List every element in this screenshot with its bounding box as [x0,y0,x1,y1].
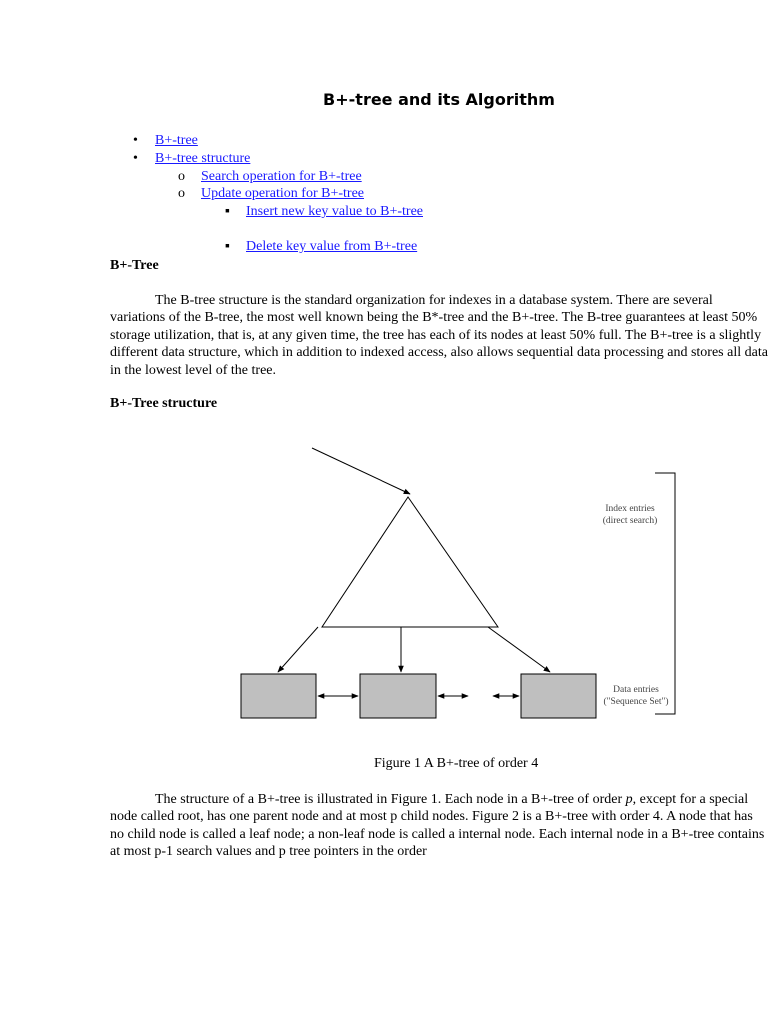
leaf-node [521,674,596,718]
leaf-node [360,674,436,718]
toc-link-update-operation[interactable]: Update operation for B+-tree [201,186,364,201]
index-entries-sublabel: (direct search) [602,516,658,526]
toc-link-insert-key[interactable]: Insert new key value to B+-tree [246,204,423,219]
disc-bullet: • [133,151,138,166]
root-pointer-arrow [312,448,410,494]
section-heading-structure: B+-Tree structure [110,396,218,411]
section-paragraph-structure [110,791,768,861]
figure-caption: Figure 1 A B+-tree of order 4 [374,756,539,771]
leaf-pointer-arrow [278,627,318,672]
section-paragraph-intro: The B-tree structure is the standard organization for indexes in a database system. There are several variations of the B-tree, the most well known being the B*-tree and the B+-tree. The B-tree guarantees at least 50% storage utilization, that is, at any given time, the tree has each of its nodes at least 50% full. The B+-tree is a slightly different data structure, which in addition to indexed access, also allows sequential data processing and stores all data in the lowest level of the tree. [110,293,768,378]
toc-link-delete-key[interactable]: Delete key value from B+-tree [246,239,418,254]
index-entries-label: Index entries [605,504,655,514]
page-title: B+-tree and its Algorithm [323,90,555,109]
toc-link-bplus-tree[interactable]: B+-tree [155,133,198,148]
disc-bullet: • [133,133,138,148]
data-entries-label: Data entries [613,685,659,695]
leaf-node [241,674,316,718]
section-heading-bplus-tree: B+-Tree [110,258,159,273]
square-bullet: ▪ [225,204,230,219]
circle-bullet: o [178,186,185,201]
leaf-pointer-arrow [488,627,550,672]
toc-link-search-operation[interactable]: Search operation for B+-tree [201,169,362,184]
index-triangle [322,497,498,627]
paragraph-text-start: The structure of a B+-tree is illustrated in Figure 1. Each node in a B+-tree of order [155,792,626,807]
order-variable: p [625,792,633,807]
bplus-tree-diagram [230,440,690,730]
data-entries-sublabel: ("Sequence Set") [603,697,669,707]
square-bullet: ▪ [225,239,230,254]
toc-link-bplus-tree-structure[interactable]: B+-tree structure [155,151,251,166]
index-and-data-bracket [655,473,675,714]
paragraph-text-end: , except for a special node called root, has one parent node and at most p child nodes. Figure 2 is a B+-tree with order 4. A node that has no child node is called a leaf node; a non-leaf node is called a internal node. Each internal node in a B+-tree contains at most p-1 search values and p tree pointers in the order [110,792,765,860]
circle-bullet: o [178,169,185,184]
